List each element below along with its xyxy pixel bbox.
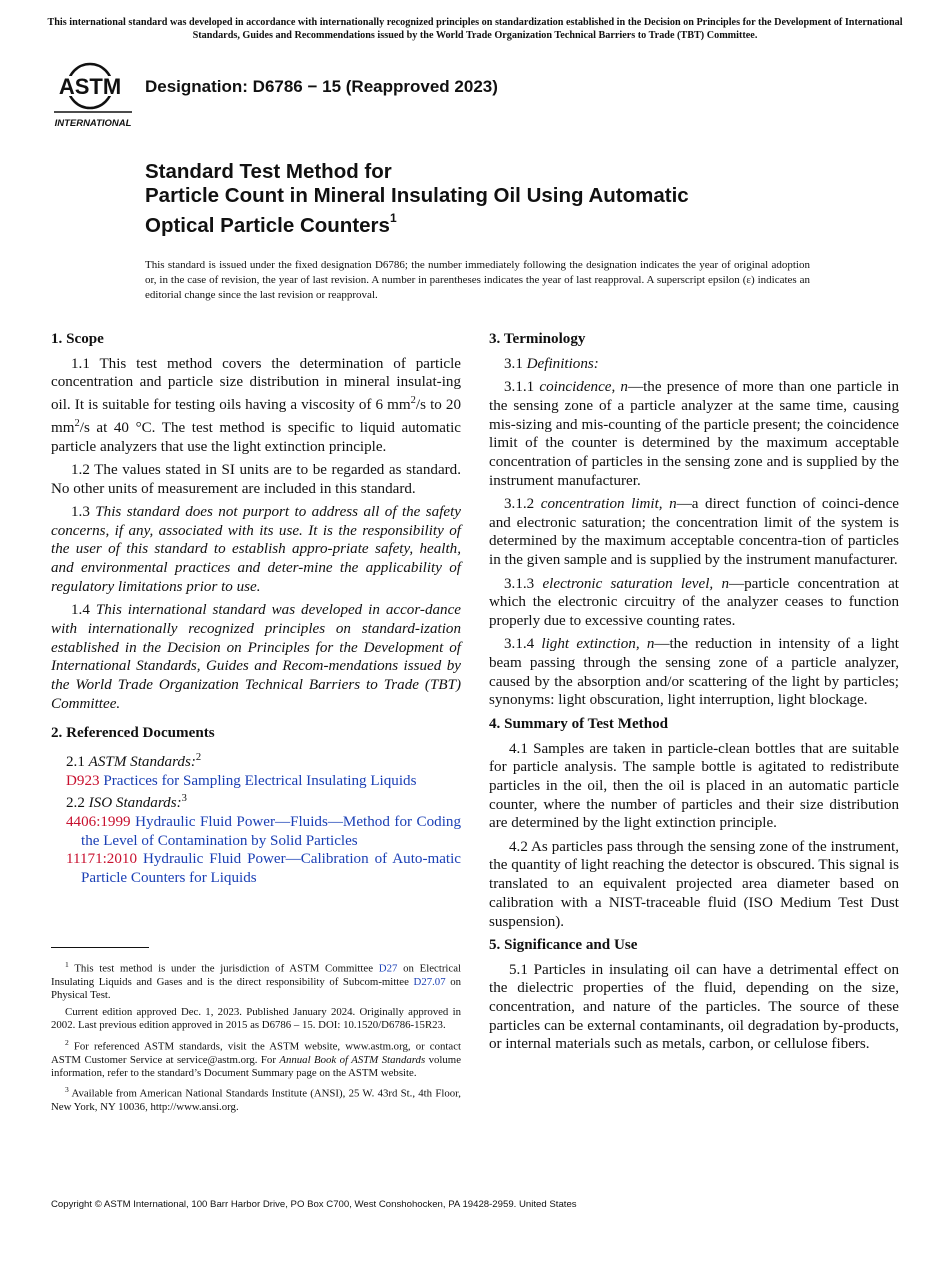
copyright-notice: Copyright © ASTM International, 100 Barr Harbor Drive, PO Box C700, West Conshohocken, PA 19428-2959. United States: [51, 1199, 577, 1210]
ref-iso-11171-link[interactable]: Hydraulic Fluid Power—Calibration of Auto-matic Particle Counters for Liquids: [81, 851, 461, 887]
astm-logo: [52, 56, 134, 132]
term-light-extinction: 3.1.4 light extinction, n—the reduction in intensity of a light beam passing through the sensing zone of a particle analyzer, caused by the absorption and/or scattering of the light by particles; synonyms: light obscuration, light interruption, light blockage.: [489, 636, 899, 709]
title-footnote-mark: 1: [389, 211, 397, 225]
term-concentration-limit: 3.1.2 concentration limit, n—a direct function of coinci-dence and electronic saturation; the concentration limit of the system is determined by the maximum acceptable concentra-tion of particles in the given sample and is supplied by the instrument manufacturer.: [489, 496, 900, 569]
footnote-divider: [51, 947, 149, 948]
term-coincidence: 3.1.1 coincidence, n—the presence of more than one particle in the sensing zone of a particle analyzer at the same time, causing mis-sizing and mis-counting of the particle present; the coincidence limit of the counter is determined by the maximum acceptable concentration of particles in the sensing zone and is supplied by the instrument manufacturer.: [489, 379, 899, 489]
footnote-1: $^1$ This test method is under the jurisdiction of ASTM Committee D27 on Electrical Insulating Liquids and Gases and is the direct responsibility of Subcom-mittee D27.07 on Physical Test.: [51, 960, 462, 1002]
footnote-2: $^2$ For referenced ASTM standards, visit the ASTM website, www.astm.org, or contact ASTM Customer Service at service@astm.org. For Annual Book of ASTM Standards volume information, refer to the standard’s Document Summary page on the ASTM website.: [51, 1037, 461, 1080]
svg-text:INTERNATIONAL: INTERNATIONAL: [54, 118, 132, 129]
term-electronic-saturation: 3.1.3 electronic saturation level, n—particle concentration at which the electronic circuitry of the analyzer ceases to function properly due to excessive counting rates.: [489, 575, 899, 629]
svg-text:ASTM: ASTM: [58, 74, 122, 99]
ref-d923-link[interactable]: Practices for Sampling Electrical Insulating Liquids: [103, 772, 417, 789]
footnote-1-edition: Current edition approved Dec. 1, 2023. Published January 2024. Originally approved in 2002. Last previous edition approved in 2015 as D6786 – 15. DOI: 10.1520/D6786-15R23.: [51, 1005, 461, 1032]
designation: Designation: D6786 − 15 (Reapproved 2023): [145, 77, 498, 96]
ref-iso-4406[interactable]: 4406:1999 Hydraulic Fluid Power—Fluids—Method for Coding the Level of Contamination by Solid Particles: [66, 814, 462, 849]
para-1-1: 1.1 This test method covers the determination of particle concentration and particle size distribution in mineral insulat-ing oil. It is suitable for testing oils having a viscosity of 6 $mm^2/s$ to 20 $mm^2/s$ at 40 °C. The test method is specific to liquid automatic particle analyzers that use the light extinction principle.: [51, 355, 461, 455]
section-scope-heading: 1. Scope: [51, 331, 104, 347]
para-5-1: 5.1 Particles in insulating oil can have a detrimental effect on the dielectric properties of the fluid, depending on the size, concentration, and nature of the particles. The source of these particles can be external contaminants, oil degradation by-products, or internal materials such as metals, carbon, or cellulose fibers.: [489, 961, 899, 1053]
right-column: [489, 330, 899, 1059]
link-d27[interactable]: D27: [378, 962, 398, 975]
top-notice: This international standard was developed in accordance with internationally recognized principles on standardization established in the Decision on Principles for the Development of International Standards, Guides and Recommendations issued by the World Trade Organization Technical Barriers to Trade (TBT) Committee.: [47, 17, 903, 41]
title-line-1: Standard Test Method for: [145, 160, 392, 183]
ref-d923[interactable]: D923 Practices for Sampling Electrical Insulating Liquids: [66, 772, 417, 789]
left-column: [51, 330, 461, 888]
ref-iso-4406-link[interactable]: Hydraulic Fluid Power—Fluids—Method for Coding the Level of Contamination by Solid Particles: [81, 814, 462, 849]
para-1-2: 1.2 The values stated in SI units are to be regarded as standard. No other units of measurement are included in this standard.: [51, 461, 461, 497]
astm-standards-label: 2.1 ASTM Standards:$^2$: [66, 751, 202, 770]
ref-iso-11171[interactable]: 11171:2010 Hydraulic Fluid Power—Calibration of Auto-matic Particle Counters for Liquids: [66, 851, 461, 887]
para-1-4: 1.4 This international standard was developed in accor-dance with internationally recognized principles on standard-ization established in the Decision on Principles for the Development of International Standards, Guides and Recom-mendations issued by the World Trade Organization Technical Barriers to Trade (TBT) Committee.: [51, 602, 461, 712]
footnotes: [51, 958, 461, 1118]
title-line-3: Optical Particle Counters: [145, 213, 390, 237]
section-significance-heading: 5. Significance and Use: [489, 936, 638, 953]
document-title: [145, 160, 845, 238]
title-line-2: Particle Count in Mineral Insulating Oil Using Automatic: [145, 184, 689, 207]
footnote-3: $^3$ Available from American National Standards Institute (ANSI), 25 W. 43rd St., 4th Floor, New York, NY 10036, http://www.ansi.org.: [51, 1085, 462, 1114]
section-summary-heading: 4. Summary of Test Method: [489, 715, 669, 732]
section-references-heading: 2. Referenced Documents: [51, 725, 215, 742]
link-d27-07[interactable]: D27.07: [413, 976, 446, 988]
iso-standards-label: 2.2 ISO Standards:$^3$: [66, 793, 187, 812]
definitions-label: 3.1 Definitions:: [504, 355, 599, 372]
section-terminology-heading: 3. Terminology: [489, 331, 586, 347]
issue-note: This standard is issued under the fixed designation D6786; the number immediately following the designation indicates the year of original adoption or, in the case of revision, the year of last revision. A number in parentheses indicates the year of last reapproval. A superscript epsilon (ε) indicates an editorial change since the last revision or reapproval.: [145, 259, 810, 301]
para-1-3: 1.3 This standard does not purport to address all of the safety concerns, if any, associated with its use. It is the responsibility of the user of this standard to establish appro-priate safety, health, and environmental practices and deter-mine the applicability of regulatory limitations prior to use.: [51, 504, 461, 595]
para-4-2: 4.2 As particles pass through the sensing zone of the instrument, the quantity of light reaching the detector is obscured. This signal is translated to an equivalent projected area diameter based on calibration with a NIST-traceable fluid (ISO Medium Test Dust suspension).: [489, 838, 899, 930]
para-4-1: 4.1 Samples are taken in particle-clean bottles that are suitable for particle analysis. The sample bottle is agitated to redistribute particles in the oil, then the oil is placed in an automatic particle counter, where the number of particles and their size distribution are determined by the light extinction principle.: [489, 740, 899, 832]
